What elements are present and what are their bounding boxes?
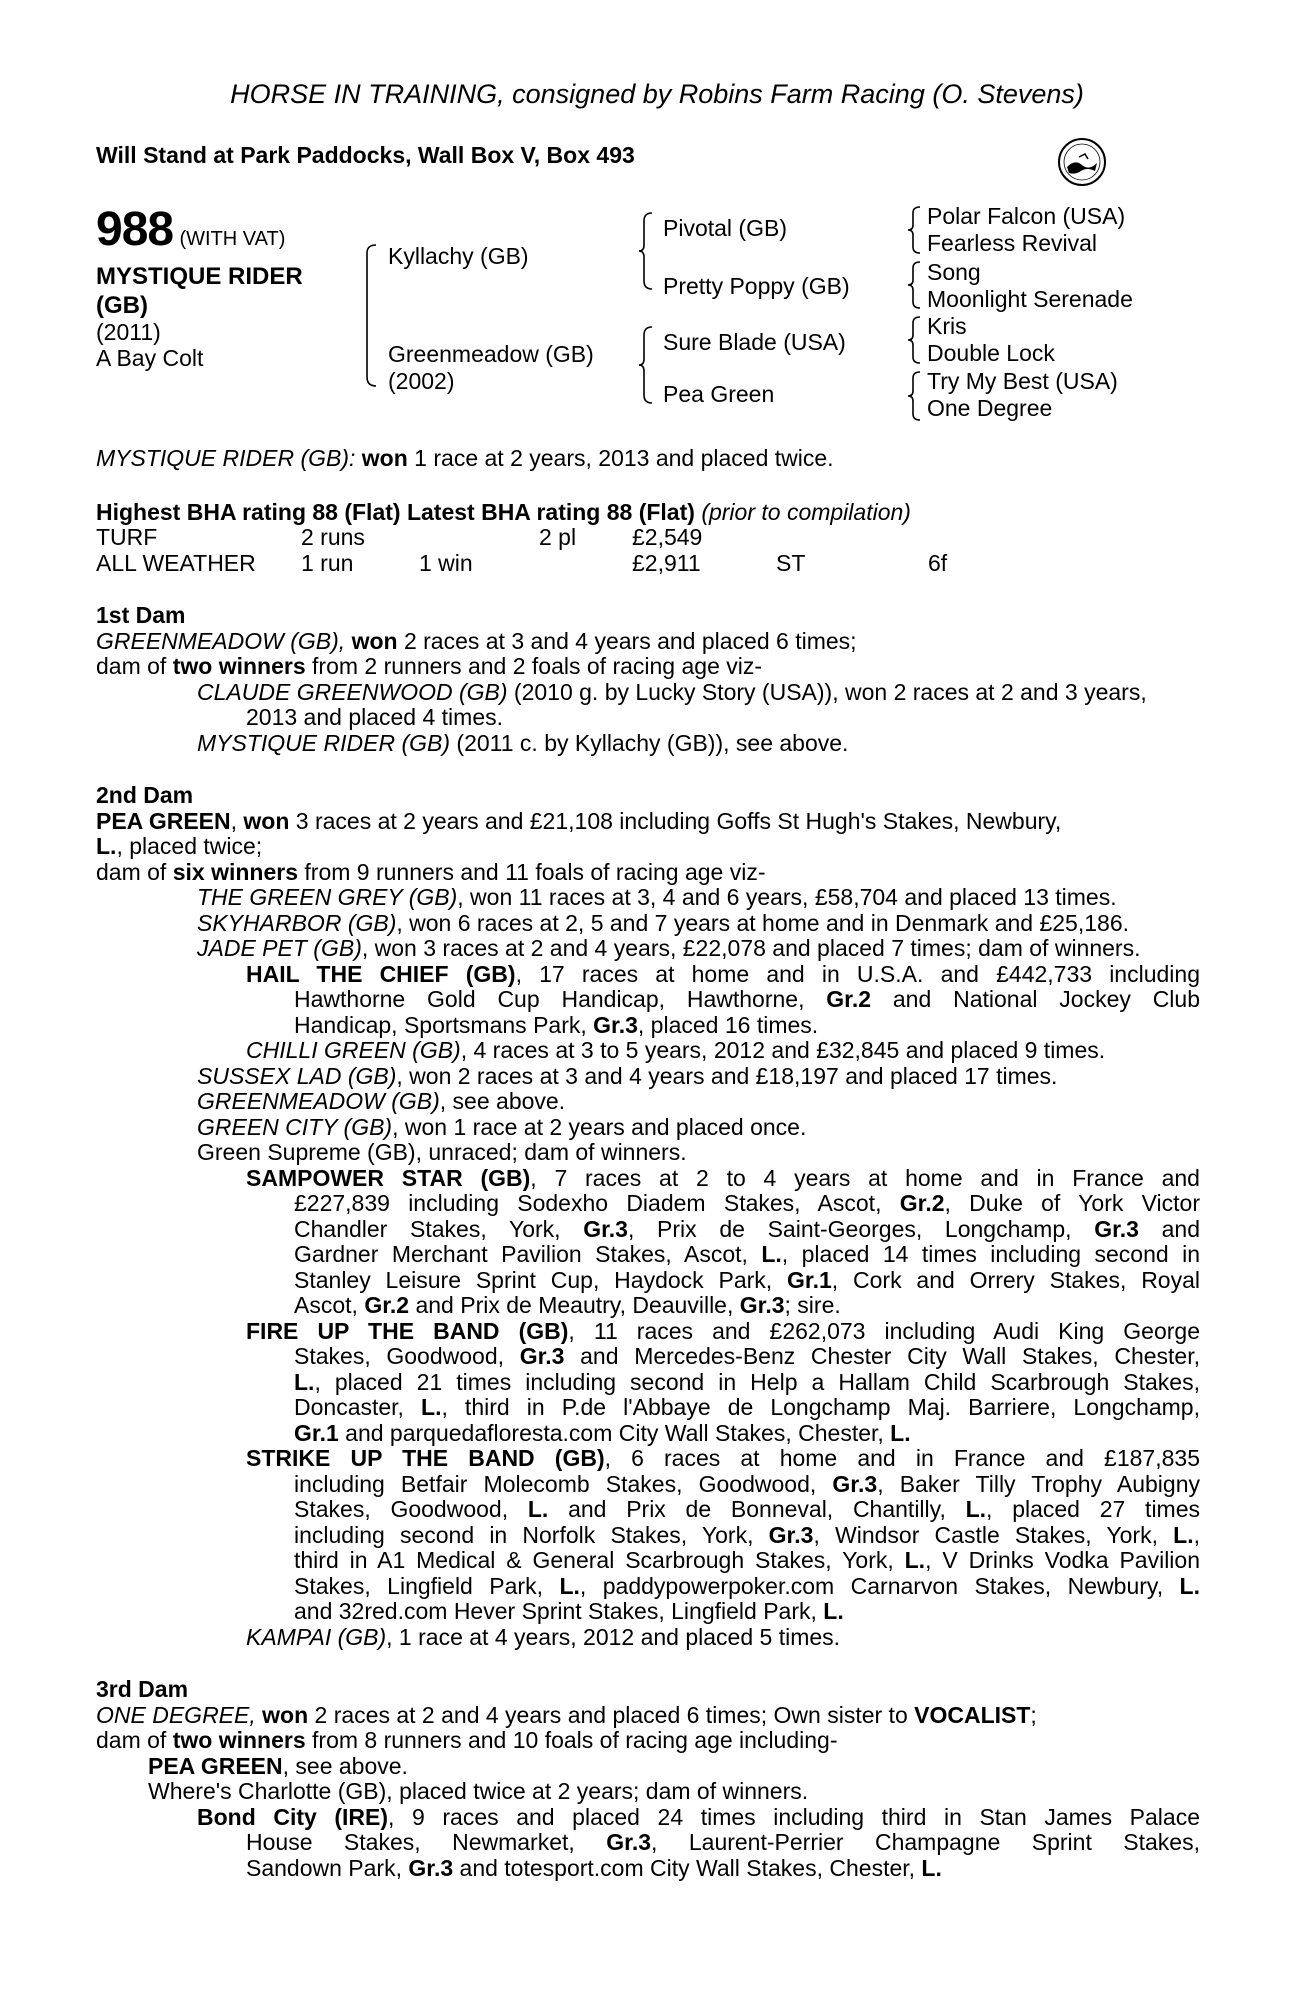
produce-entry: SAMPOWER STAR (GB), 7 races at 2 to 4 years at home and in France and [246,1164,1200,1191]
catalogue-body [96,446,1200,1881]
horse-name: MYSTIQUE RIDER [96,263,303,290]
lot-number: 988 [96,203,174,256]
produce-entry-cont: L., placed 21 times including second in Help a Hallam Child Scarbrough Stakes, [294,1368,1200,1395]
produce-entry: SKYHARBOR (GB), won 6 races at 2, 5 and 7 years at home and in Denmark and £25,186. [197,909,1129,936]
produce-entry-cont: including second in Norfolk Stakes, York, Gr.3, Windsor Castle Stakes, York, L., [294,1521,1200,1548]
produce-entry: HAIL THE CHIEF (GB), 17 races at home and in U.S.A. and £442,733 including [246,960,1200,987]
pedigree-brace-sire [638,211,654,291]
second-dam-line-cont: L., placed twice; [96,833,263,859]
first-dam-produce: dam of two winners from 2 runners and 2 foals of racing age viz- [96,653,763,679]
pedigree-brace-dam [638,325,654,405]
pedigree-dam-dam: Pea Green [663,381,775,407]
produce-entry: THE GREEN GREY (GB), won 11 races at 3, 4 and 6 years, £58,704 and placed 13 times. [197,884,1117,910]
produce-entry: FIRE UP THE BAND (GB), 11 races and £262,073 including Audi King George [246,1317,1200,1344]
record-table [96,525,1200,576]
produce-entry-cont: House Stakes, Newmarket, Gr.3, Laurent-Perrier Champagne Sprint Stakes, [246,1829,1200,1855]
pedigree-g7: Try My Best (USA) [927,368,1118,394]
produce-entry: CLAUDE GREENWOOD (GB) (2010 g. by Lucky Story (USA)), won 2 races at 2 and 3 years, [197,678,1147,705]
pedigree-dam: Greenmeadow (GB) [388,341,594,367]
foaling-year: (2011) [96,319,161,345]
pedigree-sire-sire: Pivotal (GB) [663,215,787,241]
pedigree-g8: One Degree [927,395,1053,421]
produce-entry-cont: Gardner Merchant Pavilion Stakes, Ascot, L., placed 14 times including second in [294,1241,1200,1267]
produce-entry-cont: Stanley Leisure Sprint Cup, Haydock Park, Gr.1, Cork and Orrery Stakes, Royal [294,1266,1200,1293]
pedigree-brace-g2 [906,260,922,310]
record-row: ALL WEATHER 1 run 1 win £2,911 ST 6f [96,549,948,576]
race-summary: MYSTIQUE RIDER (GB): won 1 race at 2 years, 2013 and placed twice. [96,445,834,471]
first-dam-line: GREENMEADOW (GB), won 2 races at 3 and 4 years and placed 6 times; [96,627,857,654]
pedigree-dam-sire: Sure Blade (USA) [663,329,846,355]
produce-entry-cont: Chandler Stakes, York, Gr.3, Prix de Saint-Georges, Longchamp, Gr.3 and [294,1215,1201,1242]
record-row: TURF 2 runs 2 pl £2,549 [96,524,703,550]
produce-entry: CHILLI GREEN (GB), 4 races at 3 to 5 years, 2012 and £32,845 and placed 9 times. [246,1037,1106,1063]
produce-entry: GREENMEADOW (GB), see above. [197,1088,566,1114]
lot-number-line [96,203,358,256]
pedigree-g6: Double Lock [927,340,1055,366]
produce-entry: Green Supreme (GB), unraced; dam of winners. [197,1139,687,1165]
third-dam-line: ONE DEGREE, won 2 races at 2 and 4 years and placed 6 times; Own sister to VOCALIST; [96,1701,1037,1728]
pedigree-dam-year: (2002) [388,368,455,394]
first-dam-heading: 1st Dam [96,602,186,628]
horse-description: A Bay Colt [96,344,204,371]
produce-entry-cont: Ascot, Gr.2 and Prix de Meautry, Deauville, Gr.3; sire. [294,1292,841,1318]
stand-location: Will Stand at Park Paddocks, Wall Box V, Box 493 [96,142,635,168]
pedigree-g1: Polar Falcon (USA) [927,203,1126,229]
third-dam-heading: 3rd Dam [96,1676,189,1702]
produce-entry-cont: Stakes, Lingfield Park, L., paddypowerpoker.com Carnarvon Stakes, Newbury, L. [294,1572,1200,1599]
produce-entry-cont: £227,839 including Sodexho Diadem Stakes, Ascot, Gr.2, Duke of York Victor [294,1190,1201,1216]
third-dam-produce: dam of two winners from 8 runners and 10 foals of racing age including- [96,1727,838,1753]
produce-entry-cont: 2013 and placed 4 times. [246,704,504,730]
produce-entry: GREEN CITY (GB), won 1 race at 2 years and placed once. [197,1113,807,1140]
pedigree-brace-main [362,243,378,388]
consignor-logo-icon [1057,137,1107,187]
pedigree-sire: Kyllachy (GB) [388,243,529,269]
catalogue-header: HORSE IN TRAINING, consigned by Robins Farm Racing (O. Stevens) [230,79,1084,109]
produce-entry-cont: and 32red.com Hever Sprint Stakes, Lingfield Park, L. [294,1598,844,1624]
produce-entry-cont: Gr.1 and parquedafloresta.com City Wall Stakes, Chester, L. [294,1419,911,1446]
pedigree-brace-g4 [906,370,922,422]
produce-entry: Bond City (IRE), 9 races and placed 24 times including third in Stan James Palace [197,1803,1200,1830]
produce-entry: MYSTIQUE RIDER (GB) (2011 c. by Kyllachy (GB)), see above. [197,729,849,756]
pedigree-g4: Moonlight Serenade [927,286,1133,312]
vat-note: (WITH VAT) [179,228,286,250]
produce-entry: JADE PET (GB), won 3 races at 2 and 4 years, £22,078 and placed 7 times; dam of winners. [197,935,1141,961]
pedigree-g2: Fearless Revival [927,230,1097,256]
pedigree-brace-g3 [906,315,922,365]
produce-entry-cont: Doncaster, L., third in P.de l'Abbaye de Longchamp Maj. Barriere, Longchamp, [294,1394,1200,1420]
produce-entry: Where's Charlotte (GB), placed twice at 2 years; dam of winners. [148,1778,809,1804]
second-dam-heading: 2nd Dam [96,782,194,808]
produce-entry-cont: Stakes, Goodwood, Gr.3 and Mercedes-Benz Chester City Wall Stakes, Chester, [294,1343,1201,1369]
pedigree-brace-g1 [906,205,922,255]
produce-entry: STRIKE UP THE BAND (GB), 6 races at home and in France and £187,835 [246,1445,1200,1471]
produce-entry: SUSSEX LAD (GB), won 2 races at 3 and 4 years and £18,197 and placed 17 times. [197,1062,1058,1089]
pedigree-sire-dam: Pretty Poppy (GB) [663,273,850,299]
produce-entry-cont: Sandown Park, Gr.3 and totesport.com City Wall Stakes, Chester, L. [246,1854,942,1881]
produce-entry-cont: Stakes, Goodwood, L. and Prix de Bonneval, Chantilly, L., placed 27 times [294,1496,1201,1522]
second-dam-line: PEA GREEN, won 3 races at 2 years and £21,108 including Goffs St Hugh's Stakes, Newbury, [96,807,1062,834]
bha-rating: Highest BHA rating 88 (Flat) Latest BHA rating 88 (Flat) (prior to compilation) [96,498,911,525]
produce-entry-cont: Handicap, Sportsmans Park, Gr.3, placed 16 times. [294,1011,819,1038]
produce-entry-cont: including Betfair Molecomb Stakes, Goodwood, Gr.3, Baker Tilly Trophy Aubigny [294,1470,1200,1497]
pedigree-g3: Song [927,259,981,285]
produce-entry: PEA GREEN, see above. [148,1752,408,1779]
produce-entry-cont: third in A1 Medical & General Scarbrough Stakes, York, L., V Drinks Vodka Pavilion [294,1547,1200,1573]
second-dam-produce: dam of six winners from 9 runners and 11 foals of racing age viz- [96,858,766,885]
produce-entry: KAMPAI (GB), 1 race at 4 years, 2012 and placed 5 times. [246,1623,841,1650]
produce-entry-cont: Hawthorne Gold Cup Handicap, Hawthorne, Gr.2 and National Jockey Club [294,986,1200,1012]
horse-name-country: (GB) [96,292,148,319]
pedigree-g5: Kris [927,313,967,339]
lot-block [96,203,358,371]
